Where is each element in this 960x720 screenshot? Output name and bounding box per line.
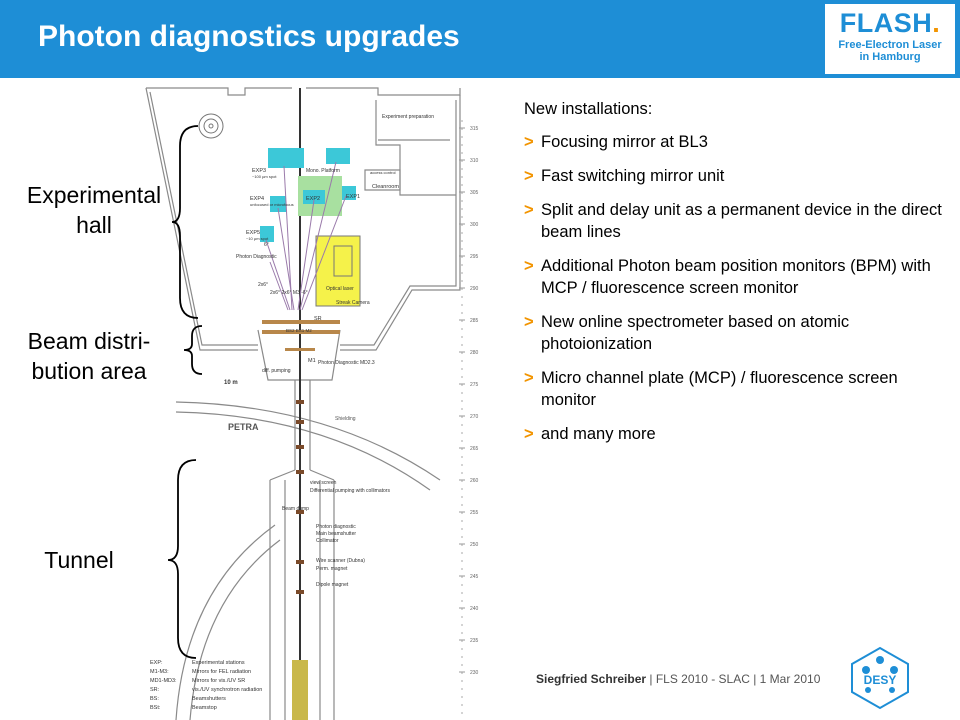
bullet-arrow-icon: > [524,201,534,219]
experiment-preparation-label: Experiment preparation [382,114,434,120]
installations-heading: New installations: [524,100,653,118]
flash-logo-text: FLASH. [839,8,941,38]
exp2-label: EXP2 [306,196,321,202]
legend-value: Mirrors for vis./UV SR [192,678,246,684]
cleanroom-label: Cleanroom [372,184,399,190]
desy-logo-icon [848,646,912,710]
bullet-arrow-icon: > [524,167,534,185]
beam-dump-label: Beam dump [282,506,309,512]
ruler-tick-label: 255 [470,510,479,516]
bullet-arrow-icon: > [524,369,534,387]
legend-value: Beamstop [192,705,217,711]
ruler-tick-label: 285 [470,318,479,324]
exp1-label: EXP1 [346,194,361,200]
list-item: > Split and delay unit as a permanent device in the direct beam lines [524,201,942,241]
legend-key: BS: [150,696,159,702]
beam-distribution-line2: bution area [31,358,147,384]
view-screen-label: view screen [310,480,337,486]
bullet-arrow-icon: > [524,257,534,275]
legend-key: MD1-MD3: [150,678,177,684]
exp3-label: EXP3 [252,168,267,174]
experimental-hall-label [14,180,174,240]
flash-logo [824,3,956,75]
photon-diagnostic-md-label: Photon Diagnostic MD2.3 [318,360,375,366]
spiral-stair-icon [199,114,223,138]
angle-6-label: 6° [264,242,269,248]
diff-pumping-label: diff. pumping [262,368,291,374]
wire-scanner-label: Wire scanner (Dubna) [316,558,365,564]
access-control-label: access control [370,170,396,175]
exp4-sub-label: unfocused or microfocus [250,202,294,207]
list-item: > Additional Photon beam position monitors (BPM) with MCP / fluorescence screen monitor [524,257,931,297]
footer-info: | FLS 2010 - SLAC | 1 Mar 2010 [646,672,821,686]
footer-author: Siegfried Schreiber [536,672,647,686]
legend-key: SR: [150,687,160,693]
legend-value: vis./UV synchrotron radiation [192,687,263,693]
collimator-label: Collimator [316,538,339,544]
list-item: > Micro channel plate (MCP) / fluorescence screen monitor [524,369,898,409]
angle-2x6-label: 2x6° [258,282,269,288]
legend-value: Beamshutters [192,696,226,702]
beam-distribution-line1: Beam distri- [27,328,151,354]
ruler-tick-label: 240 [470,606,479,612]
diff-pumping-collimators-label: Differential pumping with collimators [310,488,390,494]
ruler-tick-label: 310 [470,158,479,164]
m1-label: M1 [308,358,316,364]
legend-value: Mirrors for FEL radiation [192,669,252,675]
ruler-tick-label: 305 [470,190,479,196]
list-item: > New online spectrometer based on atomic photoionization [524,313,850,353]
beam-distribution-brace [182,322,206,378]
mono-platform-label: Mono. Platform [306,168,340,174]
list-item: > Fast switching mirror unit [524,167,725,185]
exp5-label: EXP5 [246,230,261,236]
sr-label: SR [314,316,322,322]
experimental-hall-line1: Experimental [26,182,162,208]
bullet-arrow-icon: > [524,133,534,151]
ruler-tick-label: 265 [470,446,479,452]
ruler-tick-label: 230 [470,670,479,676]
experimental-hall-brace [172,122,202,322]
ruler-tick-label: 250 [470,542,479,548]
legend-key: BSt: [150,705,161,711]
legend-key: M1-M3: [150,669,169,675]
flash-logo-sub2: in Hamburg [859,51,921,63]
ruler-tick-label: 245 [470,574,479,580]
header-bar [0,0,960,78]
installations-list [524,131,954,445]
mirror-angle-label: 2x6° 2x6° M3 -6° [270,290,308,296]
main-beamshutter-label: Main beamshutter [316,531,357,537]
ruler-tick-label: 295 [470,254,479,260]
flash-logo-sub1: Free-Electron Laser [838,39,942,51]
tunnel-text: Tunnel [44,547,114,573]
shielding-label: Shielding [335,416,356,422]
legend-value: Experimental stations [192,660,245,666]
ruler-tick-label: 315 [470,126,479,132]
ruler-tick-label: 270 [470,414,479,420]
dipole-magnet-label: Dipole magnet [316,582,349,588]
ruler-tick-label: 290 [470,286,479,292]
scale-bar-label: 10 m [224,380,238,386]
experimental-hall-line2: hall [76,212,112,238]
list-item: > Focusing mirror at BL3 [524,133,708,151]
beam-distribution-label [14,326,164,386]
streak-camera-label: Streak Camera [336,300,370,306]
diagram-legend [150,660,262,711]
ruler-tick-label: 260 [470,478,479,484]
ruler-tick-label: 235 [470,638,479,644]
bullet-arrow-icon: > [524,313,534,331]
exp5-sub-label: ~10 µm spot [246,236,269,241]
ruler-tick-label: 275 [470,382,479,388]
list-item: > and many more [524,425,656,443]
beamshutter-label: BS2 BS1 M2 [286,328,312,333]
tunnel-brace [168,456,200,662]
exp4-label: EXP4 [250,196,265,202]
photon-diagnostic-label: Photon Diagnostic [236,254,277,260]
desy-logo-text: DESY [863,673,897,687]
optical-laser-label: Optical laser [326,286,354,292]
new-installations-panel [524,100,954,457]
tunnel-label [14,545,144,575]
bullet-arrow-icon: > [524,425,534,443]
ruler-tick-label: 280 [470,350,479,356]
exp3-sub-label: ~100 µm spot [252,174,277,179]
footer-text [536,672,820,686]
photon-diagnostic-main-label: Photon diagnostic [316,524,356,530]
petra-label: PETRA [228,422,259,432]
page-title: Photon diagnostics upgrades [38,20,460,53]
legend-key: EXP: [150,660,163,666]
perm-magnet-label: Perm. magnet [316,566,348,572]
ruler-tick-label: 300 [470,222,479,228]
